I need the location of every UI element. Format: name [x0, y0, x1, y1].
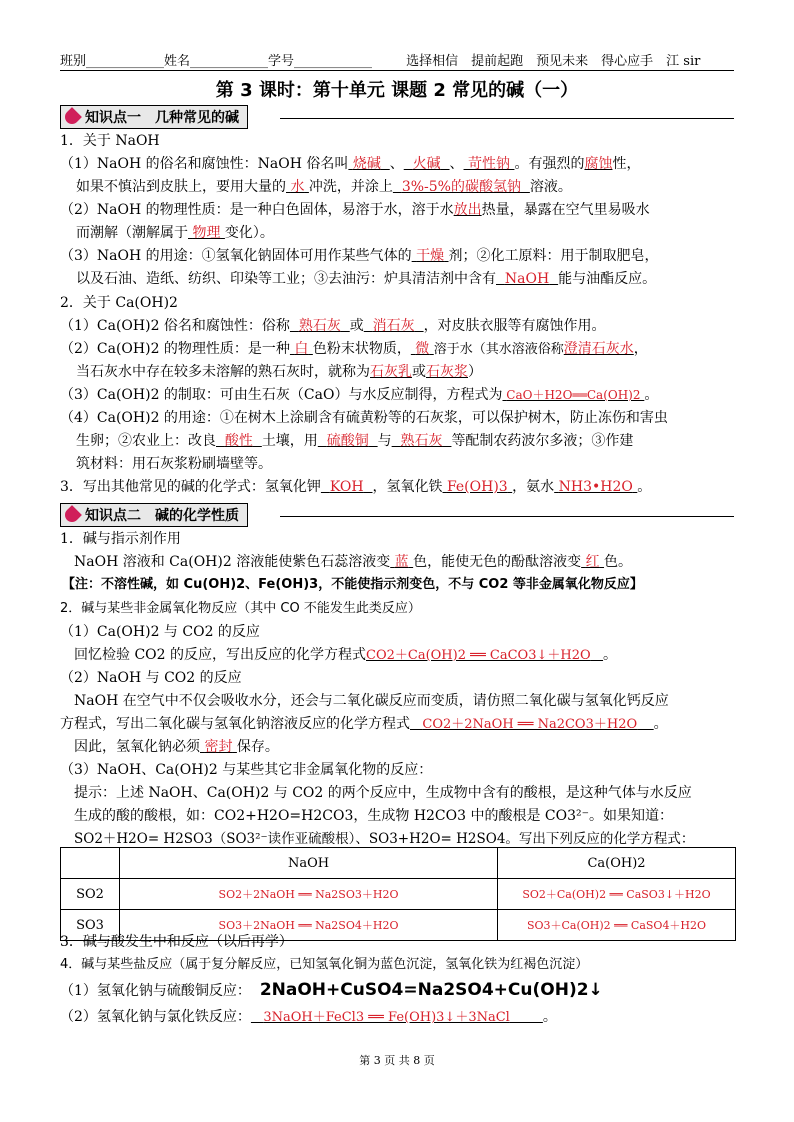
s2-line-5: （4）Ca(OH)2 的用途：①在树木上涂刷含有硫黄粉等的石灰浆，可以保护树木，防止冻伤和害虫	[60, 410, 668, 426]
text: 热量，暴露在空气里易吸水	[481, 202, 650, 218]
answer-blank	[426, 364, 468, 380]
text: 或	[412, 364, 426, 380]
answer: 澄清石灰水	[563, 341, 634, 357]
t2-line-4	[74, 738, 279, 756]
answer: 酸性	[224, 433, 253, 449]
answer: 硫酸铜	[326, 433, 369, 449]
answer-blank	[581, 554, 604, 570]
text: 或	[349, 318, 364, 334]
t1-line-1	[74, 553, 632, 571]
s1-heading: 1．关于 NaOH	[60, 133, 160, 149]
answer-blank	[348, 156, 389, 172]
answer: 2NaOH+CuSO4=Na2SO4+Cu(OH)2↓	[259, 980, 603, 1000]
t1-note: 【注：不溶性碱，如 Cu(OH)2、Fe(OH)3，不能使指示剂变色，不与 CO2 等非金属氧化物反应】	[62, 577, 643, 592]
answer: 消石灰	[372, 318, 415, 334]
text: 。有强烈的	[514, 156, 585, 172]
t3-heading: 3．碱与酸发生中和反应（以后再学）	[60, 934, 293, 950]
student-info-fields: 班别____________姓名____________学号____________	[60, 54, 373, 69]
text: 等配制农药波尔多液；③作建	[451, 433, 634, 449]
text: （1）Ca(OH)2 俗名和腐蚀性：俗称	[60, 318, 290, 334]
knowledge-point-1-box	[60, 105, 248, 129]
table-corner	[61, 848, 120, 879]
text: 方程式，写出二氧化碳与氢氧化钠溶液反应的化学方程式	[60, 716, 410, 732]
divider	[280, 516, 734, 517]
s2-line-2	[60, 340, 648, 359]
s1-line-2	[76, 178, 572, 196]
text: 冲洗，并涂上	[308, 179, 393, 195]
answer-blank	[554, 479, 637, 495]
table-header-row	[61, 848, 736, 879]
answer: 微	[415, 341, 430, 357]
text: （2）NaOH 的物理性质：是一种白色固体，易溶于水，溶于水	[60, 202, 454, 218]
answer-blank	[321, 479, 373, 495]
s3-line-1	[60, 478, 651, 496]
answer-blank	[216, 433, 262, 449]
answer: NaOH	[504, 271, 550, 287]
knowledge-point-2-box	[60, 503, 248, 527]
t4-line-1	[60, 981, 603, 1000]
answer: 烧碱	[352, 156, 381, 172]
s2-line-6	[76, 432, 633, 450]
t1-heading: 1．碱与指示剂作用	[60, 531, 181, 547]
knowledge-point-1-title: 知识点一 几种常见的碱	[85, 110, 239, 126]
answer: 腐蚀	[584, 156, 613, 172]
t4-line-2	[60, 1008, 557, 1027]
answer-blank	[584, 156, 612, 172]
equation-cell: SO3＋Ca(OH)2 ══ CaSO4＋H2O	[498, 910, 736, 941]
answer: 干燥	[416, 248, 445, 264]
t2-line-3	[60, 715, 668, 734]
text: ）	[468, 364, 482, 380]
text: 3．写出其他常见的碱的化学式：氢氧化钾	[60, 479, 321, 495]
answer: 白	[294, 341, 309, 357]
t2-line-6: 生成的酸的酸根，如：CO2+H2O=H2CO3，生成物 H2CO3 中的酸根是 CO3²⁻。如果知道：	[74, 808, 674, 824]
answer-blank	[502, 388, 644, 402]
answer-blank	[411, 341, 434, 357]
text: 能与油酯反应。	[558, 271, 657, 287]
s1-line-1: （1）NaOH 的俗名和腐蚀性：NaOH 俗名叫 烧碱 、 火碱 、 苛性钠 。有强烈的腐蚀性，	[60, 156, 641, 172]
text: 保存。	[236, 739, 279, 755]
text: 色。	[604, 554, 633, 570]
text: ，对皮肤衣服等有腐蚀作用。	[423, 318, 606, 334]
answer: 3NaOH＋FeCl3 ══ Fe(OH)3↓＋3NaCl	[263, 1010, 510, 1025]
text: 。	[542, 1009, 557, 1025]
text: ，氢氧化铁	[372, 479, 443, 495]
text: 剂；②化工原料：用于制取肥皂，	[448, 248, 659, 264]
answer-blank	[393, 179, 530, 195]
text: 回忆检验 CO2 的反应，写出反应的化学方程式	[74, 647, 366, 663]
answer-blank	[404, 156, 450, 172]
answer: 石灰浆	[426, 364, 468, 380]
answer: CO2＋2NaOH ══ Na2CO3＋H2O	[422, 717, 638, 732]
text: 以及石油、造纸、纺织、印染等工业；③去油污：炉具清洁剂中含有	[76, 271, 496, 287]
s1-line-6	[76, 270, 656, 288]
knowledge-point-2-title: 知识点二 碱的化学性质	[85, 508, 239, 524]
row-label: SO3	[61, 910, 120, 941]
answer-blank	[200, 739, 237, 755]
text: 而潮解（潮解属于	[76, 225, 188, 241]
answer-blank	[188, 225, 225, 241]
text: （2）Ca(OH)2 的物理性质：是一种	[60, 341, 290, 357]
s1-line-4	[76, 224, 274, 242]
t2-part-2: （2）NaOH 与 CO2 的反应	[60, 670, 242, 686]
text: 溶于水（其水溶液俗称	[433, 342, 564, 357]
answer-blank	[496, 271, 558, 287]
text: （1）NaOH 的俗名和腐蚀性：NaOH 俗名叫	[60, 156, 349, 172]
s1-line-3	[60, 201, 650, 219]
s2-line-4	[60, 386, 658, 404]
answer-blank	[410, 717, 654, 732]
text: 变化）。	[224, 225, 274, 241]
t2-heading: 2．碱与某些非金属氧化物反应（其中 CO 不能发生此类反应）	[60, 601, 421, 616]
text: （3）NaOH 的用途：①氢氧化钠固体可用作某些气体的	[60, 248, 412, 264]
reaction-table	[60, 847, 736, 941]
answer: 蓝	[394, 554, 409, 570]
header-fields	[60, 50, 700, 69]
header-rule	[60, 70, 734, 71]
answer: 放出	[453, 202, 482, 218]
table-header-naoh: NaOH	[120, 848, 498, 879]
text: （1）氢氧化钠与硫酸铜反应：	[60, 983, 251, 999]
table-header-caoh2: Ca(OH)2	[498, 848, 736, 879]
equation-cell: SO3＋2NaOH ══ Na2SO4＋H2O	[120, 910, 498, 941]
t2-part-1: （1）Ca(OH)2 与 CO2 的反应	[60, 624, 260, 640]
s2-line-3	[76, 363, 482, 381]
text: 溶液。	[529, 179, 572, 195]
answer-blank	[464, 156, 515, 172]
bookmark-icon	[62, 505, 82, 525]
table-row	[61, 879, 736, 910]
text: 与	[377, 433, 392, 449]
s2-line-7: 筑材料：用石灰浆粉刷墙壁等。	[76, 456, 272, 472]
text: 。	[603, 647, 618, 663]
answer-blank	[366, 648, 603, 663]
text: 色粉末状物质，	[312, 341, 411, 357]
answer: CO2＋Ca(OH)2 ══ CaCO3↓＋H2O	[366, 648, 591, 663]
text: 性，	[612, 156, 641, 172]
answer-blank	[286, 179, 309, 195]
answer-blank	[364, 318, 424, 334]
answer-blank	[454, 202, 482, 218]
text: 当石灰水中存在较多未溶解的熟石灰时，就称为	[76, 364, 370, 380]
header-slogan: 选择相信 提前起跑 预见未来 得心应手 江 sir	[406, 54, 701, 69]
answer-blank	[412, 248, 449, 264]
text: （2）氢氧化钠与氯化铁反应：	[60, 1009, 251, 1025]
t4-heading: 4．碱与某些盐反应（属于复分解反应，已知氢氧化铜为蓝色沉淀，氢氧化铁为红褐色沉淀）	[60, 957, 589, 972]
answer: 石灰乳	[370, 364, 412, 380]
t2-part-3: （3）NaOH、Ca(OH)2 与某些其它非金属氧化物的反应：	[60, 762, 433, 778]
page-footer: 第 3 页 共 8 页	[359, 1054, 435, 1067]
bookmark-icon	[62, 107, 82, 127]
answer: 熟石灰	[298, 318, 341, 334]
equation-cell: SO2＋Ca(OH)2 ══ CaSO3↓＋H2O	[498, 879, 736, 910]
answer-blank	[443, 479, 513, 495]
text: 。	[653, 716, 668, 732]
text: （3）Ca(OH)2 的制取：可由生石灰（CaO）与水反应制得，方程式为	[60, 387, 503, 403]
s1-line-5	[60, 247, 659, 265]
text: 因此，氢氧化钠必须	[74, 739, 200, 755]
text: 生卵；②农业上：改良	[76, 433, 216, 449]
text: NaOH 溶液和 Ca(OH)2 溶液能使紫色石蕊溶液变	[74, 554, 391, 570]
t2-line-1	[74, 646, 617, 665]
answer-blank	[251, 1010, 543, 1025]
answer-blank	[370, 364, 412, 380]
text: 。	[644, 387, 659, 403]
page-title: 第 3 课时：第十单元 课题 2 常见的碱（一）	[215, 80, 579, 101]
row-label: SO2	[61, 879, 120, 910]
divider	[280, 118, 734, 119]
text: 如果不慎沾到皮肤上，要用大量的	[76, 179, 286, 195]
answer-blank	[290, 318, 350, 334]
t2-line-7: SO2＋H2O= H2SO3（SO3²⁻读作亚硫酸根）、SO3+H2O= H2SO4。写出下列反应的化学方程式：	[74, 831, 695, 847]
t2-line-5: 提示：上述 NaOH、Ca(OH)2 与 CO2 的两个反应中，生成物中含有的酸根，是这种气体与水反应	[74, 785, 692, 801]
answer: 3%-5%的碳酸氢钠	[401, 179, 521, 195]
answer: 熟石灰	[400, 433, 443, 449]
s2-line-1	[60, 317, 606, 335]
answer: KOH	[329, 479, 364, 495]
answer: 火碱	[412, 156, 441, 172]
text: ，	[633, 341, 648, 357]
answer: 密封	[204, 739, 233, 755]
answer-blank	[564, 341, 634, 357]
answer: 物理	[192, 225, 221, 241]
text: 。	[637, 479, 652, 495]
answer: NH3•H2O	[558, 479, 633, 495]
answer-blank	[318, 433, 378, 449]
equation-cell: SO2＋2NaOH ══ Na2SO3＋H2O	[120, 879, 498, 910]
answer: 苛性钠	[468, 156, 510, 172]
text: 土壤，用	[261, 433, 318, 449]
answer-blank	[390, 554, 413, 570]
text: 色，能使无色的酚酞溶液变	[413, 554, 582, 570]
answer-blank	[290, 341, 313, 357]
answer: Fe(OH)3	[446, 479, 508, 495]
t2-line-2: NaOH 在空气中不仅会吸收水分，还会与二氧化碳反应而变质，请仿照二氧化碳与氢氧化钙反应	[74, 693, 669, 709]
answer: CaO＋H2O══Ca(OH)2	[506, 388, 641, 402]
s2-heading: 2．关于 Ca(OH)2	[60, 295, 178, 311]
text: ，氨水	[512, 479, 555, 495]
answer: 红	[585, 554, 600, 570]
answer-blank	[392, 433, 452, 449]
answer: 水	[290, 179, 305, 195]
